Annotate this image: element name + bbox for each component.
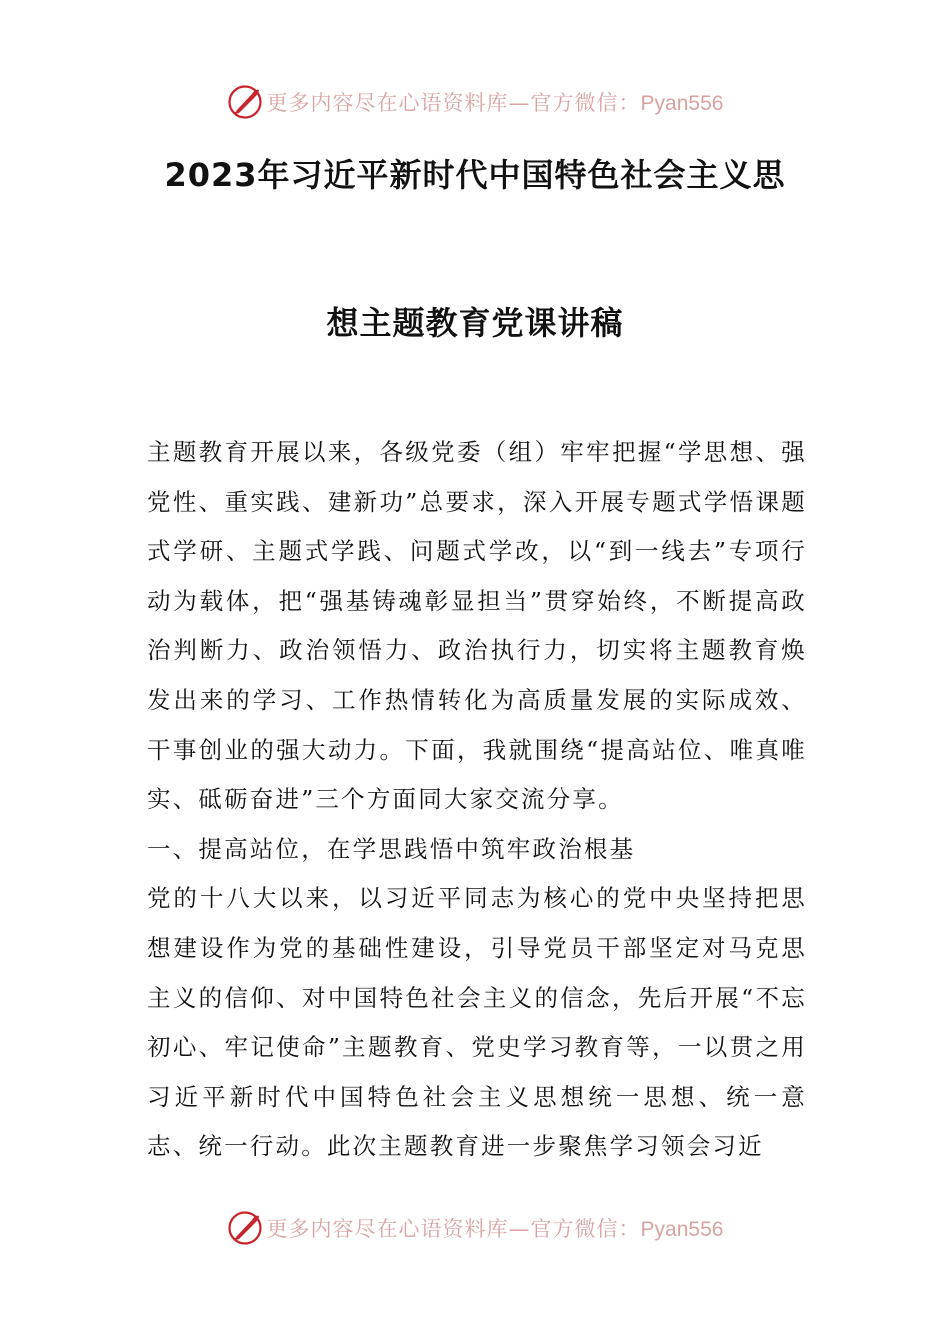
body-paragraph: 党的十八大以来，以习近平同志为核心的党中央坚持把思想建设作为党的基础性建设，引导党员干部坚定对马克思主义的信仰、对中国特色社会主义的信念，先后开展“不忘初心、牢记使命”主题教育、党史学习教育等，一以贯之用习近平新时代中国特色社会主义思想统一思想、统一意志、统一行动。此次主题教育进一步聚焦学习领会习近 (147, 884, 807, 1161)
section-heading-1: 一、提高站位，在学思践悟中筑牢政治根基 (147, 834, 636, 863)
document-body (147, 428, 807, 1172)
document-title-line-1: 2023年习近平新时代中国特色社会主义思 (164, 156, 786, 194)
header-watermark (0, 82, 950, 122)
quill-seal-icon (227, 84, 263, 120)
footer-watermark (0, 1208, 950, 1248)
document-title-line-2: 想主题教育党课讲稿 (326, 304, 624, 342)
quill-seal-icon (227, 1210, 263, 1246)
intro-paragraph: 主题教育开展以来，各级党委（组）牢牢把握“学思想、强党性、重实践、建新功”总要求，深入开展专题式学悟课题式学研、主题式学践、问题式学改，以“到一线去”专项行动为载体，把“强基铸魂彰显担当”贯穿始终，不断提高政治判断力、政治领悟力、政治执行力，切实将主题教育焕发出来的学习、工作热情转化为高质量发展的实际成效、干事创业的强大动力。下面，我就围绕“提高站位、唯真唯实、砥砺奋进”三个方面同大家交流分享。 (147, 438, 807, 814)
watermark-text: 更多内容尽在心语资料库—官方微信：Pyan556 (266, 1217, 724, 1241)
watermark-text: 更多内容尽在心语资料库—官方微信：Pyan556 (266, 91, 724, 115)
